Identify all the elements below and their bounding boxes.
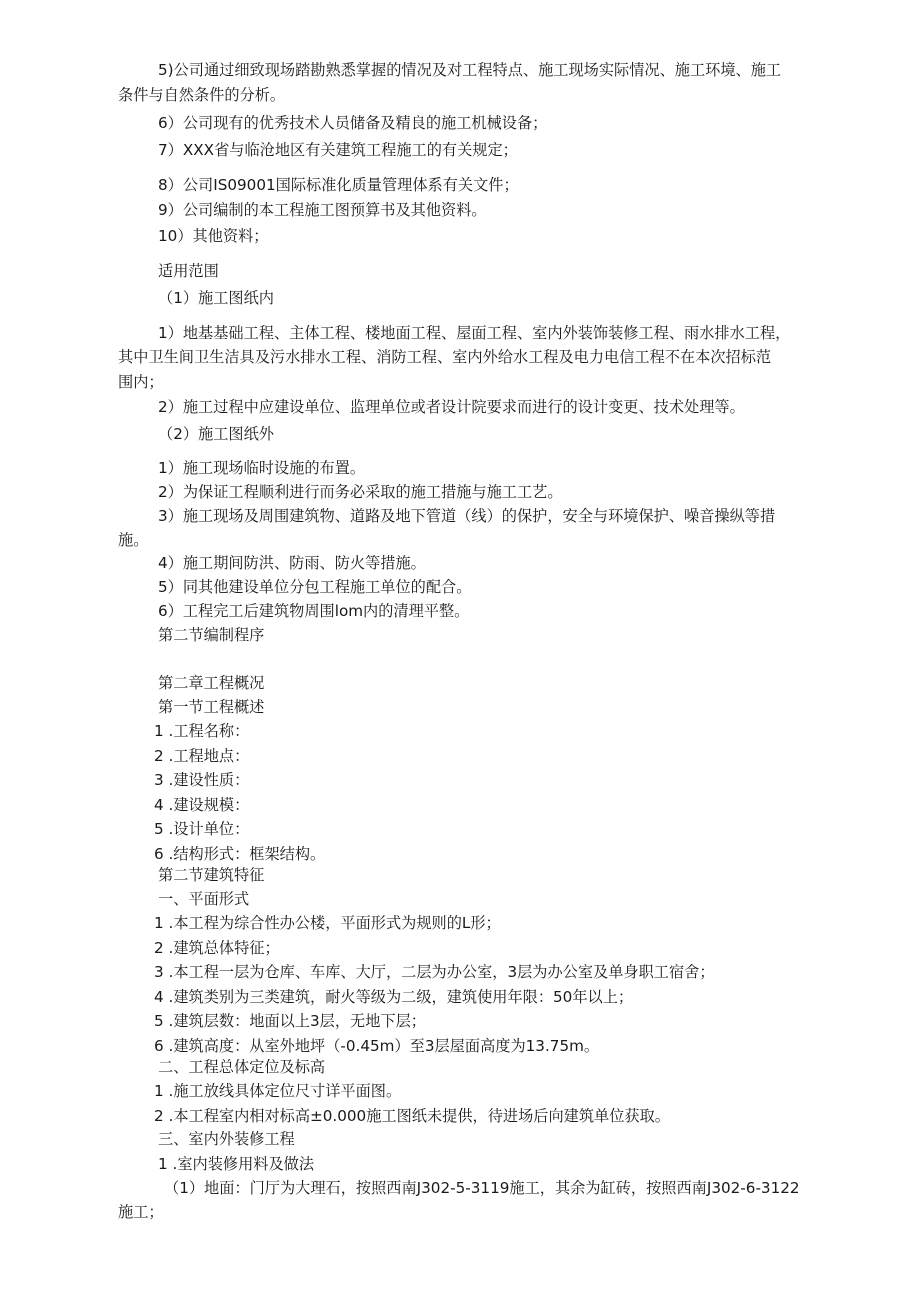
plan-item: 5 .建筑层数：地面以上3层，无地下层；	[154, 1012, 426, 1030]
basis-item-8: 8）公司IS09001国际标准化质量管理体系有关文件；	[158, 176, 519, 194]
basis-item-6: 6）公司现有的优秀技术人员储备及精良的施工机械设备；	[158, 114, 548, 132]
overview-item: 1 .工程名称：	[154, 722, 250, 740]
scope-inside-1-line3: 围内；	[118, 373, 164, 391]
scope-outside-4: 4）施工期间防洪、防雨、防火等措施。	[158, 554, 426, 572]
basis-item-10: 10）其他资料；	[158, 227, 269, 245]
overview-item: 6 .结构形式：框架结构。	[154, 844, 326, 863]
scope-outside-2: 2）为保证工程顺利进行而务必采取的施工措施与施工工艺。	[158, 483, 563, 501]
section-1-title: 第一节工程概述	[158, 698, 265, 716]
overview-item: 3 .建设性质：	[154, 771, 250, 789]
scope-outside-1: 1）施工现场临时设施的布置。	[158, 459, 366, 477]
plan-list	[154, 911, 715, 1058]
chapter-2-title: 第二章工程概况	[158, 674, 265, 692]
basis-item-7: 7）XXX省与临沧地区有关建筑工程施工的有关规定；	[158, 141, 518, 159]
scope-outside-3-line2: 施。	[118, 531, 149, 549]
floor-spec-line2: 施工；	[118, 1203, 164, 1221]
scope-inside-2: 2）施工过程中应建设单位、监理单位或者设计院要求而进行的设计变更、技术处理等。	[158, 398, 745, 416]
overview-item: 2 .工程地点：	[154, 746, 250, 765]
scope-outside-3-line1: 3）施工现场及周围建筑物、道路及地下管道（线）的保护，安全与环境保护、噪音操纵等措	[158, 507, 776, 525]
scope-inside-1-line1: 1）地基基础工程、主体工程、楼地面工程、屋面工程、室内外装饰装修工程、雨水排水工程，	[158, 324, 791, 342]
overview-list	[154, 719, 325, 866]
plan-item: 2 .建筑总体特征；	[154, 938, 280, 957]
position-item: 2 .本工程室内相对标高±0.000施工图纸未提供，待进场后向建筑单位获取。	[154, 1106, 670, 1125]
overview-item: 5 .设计单位：	[154, 820, 250, 838]
position-list	[154, 1079, 670, 1128]
plan-item: 1 .本工程为综合性办公楼，平面形式为规则的L形；	[154, 914, 501, 932]
position-heading: 二、工程总体定位及标高	[158, 1058, 326, 1076]
plan-item: 4 .建筑类别为三类建筑，耐火等级为二级，建筑使用年限：50年以上；	[154, 987, 634, 1006]
position-item: 1 .施工放线具体定位尺寸详平面图。	[154, 1082, 402, 1100]
floor-spec-line1: （1）地面：门厅为大理石，按照西南J302-5-3119施工，其余为缸砖，按照西南J302-6-3122	[164, 1179, 800, 1197]
scope-inside-1-line2: 其中卫生间卫生洁具及污水排水工程、消防工程、室内外给水工程及电力电信工程不在本次招标范	[118, 348, 772, 366]
section-2-program: 第二节编制程序	[158, 626, 265, 644]
scope-outside-6: 6）工程完工后建筑物周围lom内的清理平整。	[158, 602, 470, 620]
scope-outside-5: 5）同其他建设单位分包工程施工单位的配合。	[158, 578, 472, 596]
scope-inside-heading: （1）施工图纸内	[158, 289, 274, 307]
section-2-title: 第二节建筑特征	[158, 866, 265, 884]
scope-heading: 适用范围	[158, 262, 219, 280]
decoration-heading: 三、室内外装修工程	[158, 1130, 295, 1148]
plan-heading: 一、平面形式	[158, 890, 250, 908]
plan-item: 6 .建筑高度：从室外地坪（-0.45m）至3层屋面高度为13.75m。	[154, 1036, 600, 1055]
scope-outside-heading: （2）施工图纸外	[158, 425, 274, 443]
basis-item-5-line1: 5)公司通过细致现场踏勘熟悉掌握的情况及对工程特点、施工现场实际情况、施工环境、施工	[158, 61, 782, 79]
decoration-subheading: 1 .室内装修用料及做法	[158, 1155, 315, 1173]
overview-item: 4 .建设规模：	[154, 795, 250, 814]
basis-item-5-line2: 条件与自然条件的分析。	[118, 86, 286, 104]
plan-item: 3 .本工程一层为仓库、车库、大厅，二层为办公室，3层为办公室及单身职工宿舍；	[154, 963, 715, 981]
basis-item-9: 9）公司编制的本工程施工图预算书及其他资料。	[158, 201, 487, 219]
